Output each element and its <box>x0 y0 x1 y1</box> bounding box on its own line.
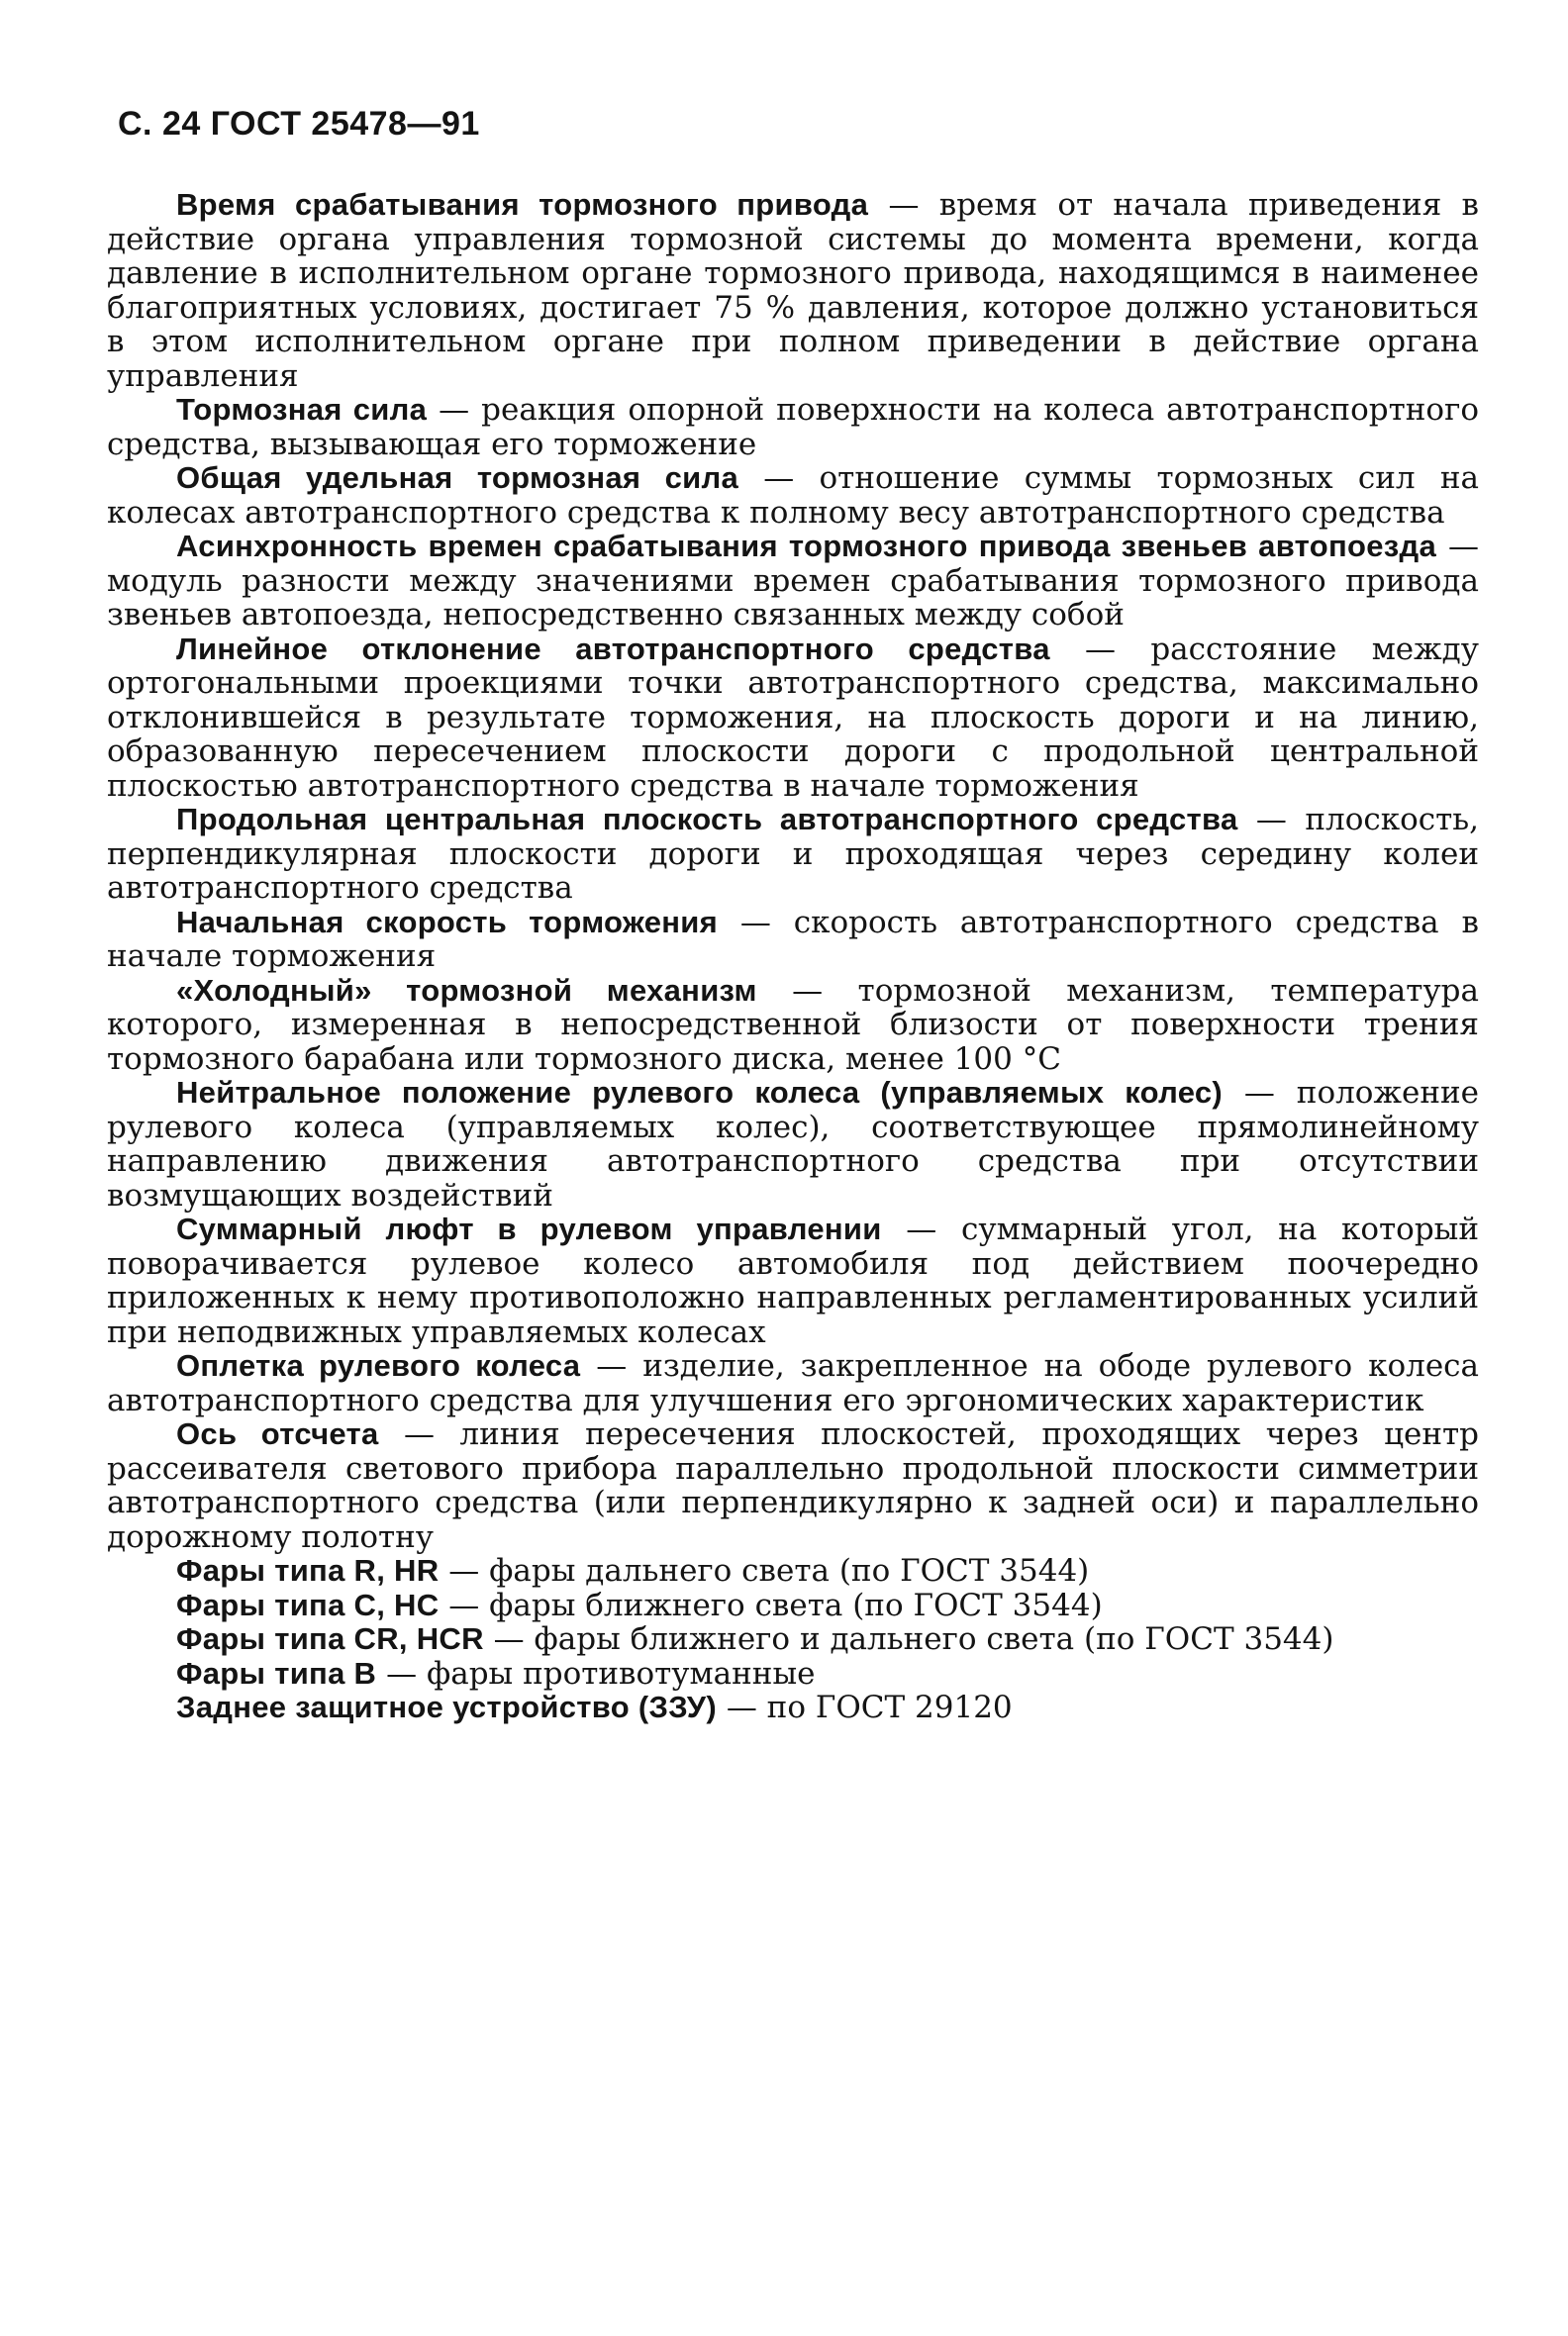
term-definition: — фары дальнего света (по ГОСТ 3544) <box>448 1553 1090 1589</box>
term-name: Асинхронность времен срабатывания тормозного привода звеньев автопоезда <box>176 529 1437 563</box>
term-name: Время срабатывания тормозного привода <box>176 187 869 222</box>
term-definition: — изделие, закрепленное на ободе рулевого колеса автотранспортного средства для улучшения его эргономических характеристик <box>107 1348 1480 1418</box>
terms-list <box>107 188 1479 1725</box>
term-entry <box>107 1691 1479 1725</box>
term-definition: — фары ближнего света (по ГОСТ 3544) <box>448 1587 1103 1623</box>
term-entry <box>107 906 1479 974</box>
term-entry <box>107 461 1479 530</box>
term-definition: — модуль разности между значениями времен срабатывания тормозного привода звеньев автопоезда, непосредственно связанных между собой <box>107 529 1479 633</box>
term-definition: — скорость автотранспортного средства в начале торможения <box>107 904 1479 974</box>
term-name: Фары типа R, HR <box>176 1553 440 1588</box>
term-definition: — фары противотуманные <box>386 1655 816 1692</box>
term-definition: — фары ближнего и дальнего света (по ГОСТ 3544) <box>493 1621 1334 1657</box>
term-name: Тормозная сила <box>176 392 428 427</box>
term-entry <box>107 1622 1479 1657</box>
term-name: Продольная центральная плоскость автотранспортного средства <box>176 802 1238 836</box>
term-entry <box>107 1417 1479 1554</box>
term-entry <box>107 1213 1479 1349</box>
term-entry <box>107 974 1479 1077</box>
term-definition: — плоскость, перпендикулярная плоскости дороги и проходящая через середину колеи автотранспортного средства <box>107 802 1480 906</box>
term-definition: — суммарный угол, на который поворачивается рулевое колесо автомобиля под действием поочередно приложенных к нему противоположно направленных регламентированных усилий при неподвижных управляемых колесах <box>107 1212 1480 1350</box>
term-entry <box>107 1554 1479 1589</box>
term-entry <box>107 1076 1479 1213</box>
term-name: «Холодный» тормозной механизм <box>176 972 757 1008</box>
term-name: Суммарный люфт в рулевом управлении <box>176 1212 882 1246</box>
term-name: Ось отсчета <box>176 1416 379 1451</box>
term-entry <box>107 803 1479 906</box>
term-name: Нейтральное положение рулевого колеса (управляемых колес) <box>176 1075 1224 1110</box>
term-entry <box>107 1589 1479 1623</box>
term-name: Общая удельная тормозная сила <box>176 460 739 495</box>
term-entry <box>107 188 1479 393</box>
term-definition: — реакция опорной поверхности на колеса автотранспортного средства, вызывающая его торможение <box>107 392 1479 462</box>
page-header: С. 24 ГОСТ 25478—91 <box>118 105 480 143</box>
term-entry <box>107 633 1479 804</box>
term-name: Фары типа С, НС <box>176 1587 440 1622</box>
term-entry <box>107 530 1479 633</box>
term-definition: — положение рулевого колеса (управляемых колес), соответствующее прямолинейному направлению движения автотранспортного средства при отсутствии возмущающих воздействий <box>107 1075 1480 1214</box>
term-name: Линейное отклонение автотранспортного средства <box>176 631 1050 666</box>
term-entry <box>107 1349 1479 1417</box>
term-name: Фары типа CR, HCR <box>176 1621 484 1656</box>
term-name: Фары типа В <box>176 1655 377 1691</box>
term-name: Оплетка рулевого колеса <box>176 1348 581 1383</box>
term-entry <box>107 1657 1479 1692</box>
term-name: Начальная скорость торможения <box>176 904 719 939</box>
term-entry <box>107 393 1479 461</box>
term-definition: — по ГОСТ 29120 <box>726 1690 1013 1725</box>
term-definition: — расстояние между ортогональными проекциями точки автотранспортного средства, максимально отклонившейся в результате торможения, на плоскость дороги и на линию, образованную пересечением плоскости дороги с продольной центральной плоскостью автотранспортного средства в начале торможения <box>107 631 1479 804</box>
term-definition: — отношение суммы тормозных сил на колесах автотранспортного средства к полному весу автотранспортного средства <box>107 460 1479 531</box>
term-definition: — время от начала приведения в действие органа управления тормозной системы до момента времени, когда давление в исполнительном органе тормозного привода, находящимся в наименее благоприятных условиях, достигает 75 % давления, которое должно установиться в этом исполнительном органе при полном приведении в действие органа управления <box>107 187 1479 394</box>
term-name: Заднее защитное устройство (ЗЗУ) <box>176 1690 717 1724</box>
term-definition: — тормозной механизм, температура которого, измеренная в непосредственной близости от поверхности трения тормозного барабана или тормозного диска, менее 100 °С <box>107 972 1479 1077</box>
term-definition: — линия пересечения плоскостей, проходящих через центр рассеивателя светового прибора параллельно продольной плоскости симметрии автотранспортного средства (или перпендикулярно к задней оси) и параллельно дорожному полотну <box>107 1416 1480 1555</box>
